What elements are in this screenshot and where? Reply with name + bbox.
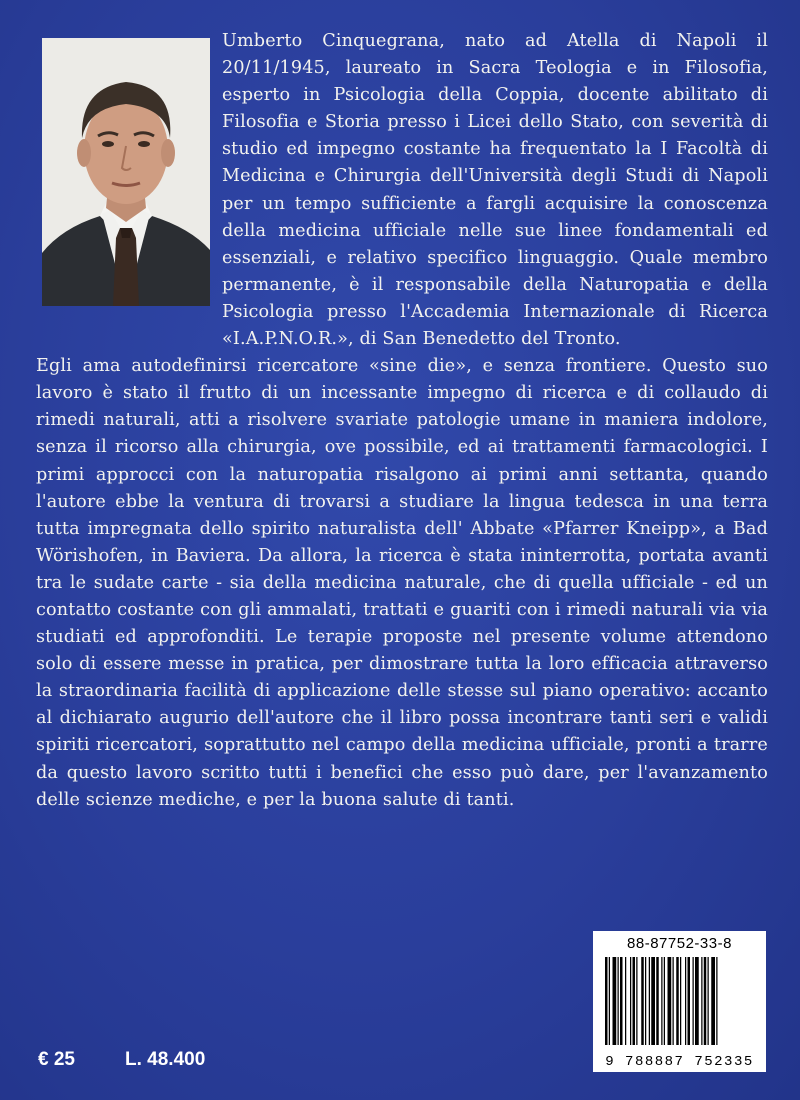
barcode-bar — [645, 957, 646, 1045]
author-biography — [36, 28, 768, 814]
barcode-bar — [708, 957, 709, 1045]
barcode-bar — [693, 957, 694, 1045]
barcode-bar — [704, 957, 707, 1045]
barcode-bar — [711, 957, 715, 1045]
barcode-bar — [656, 957, 659, 1045]
isbn-number: 88-87752-33-8 — [627, 935, 732, 952]
barcode-bar — [716, 957, 717, 1045]
barcode-bar — [609, 957, 610, 1045]
barcode-bar — [701, 957, 702, 1045]
barcode-bar — [641, 957, 644, 1045]
barcode-bar — [651, 957, 655, 1045]
barcode-bar — [695, 957, 699, 1045]
barcode-bar — [620, 957, 623, 1045]
isbn-barcode — [593, 931, 766, 1072]
barcode-bar — [685, 957, 686, 1045]
barcode-bar — [680, 957, 681, 1045]
barcode-bars — [605, 957, 754, 1045]
barcode-bar — [661, 957, 662, 1045]
barcode-bar — [664, 957, 665, 1045]
barcode-bar — [673, 957, 674, 1045]
barcode-bar — [636, 957, 637, 1045]
bio-paragraph-1: Umberto Cinquegrana, nato ad Atella di Napoli il 20/11/1945, laureato in Sacra Teologia e in Filosofia, esperto in Psicologia della Coppia, docente abilitato di Filosofia e Storia presso i Licei dello Stato, con severità di studio ed impegno costante ha frequentato la I Facoltà di Medicina e Chirurgia dell'Università degli Studi di Napoli per un tempo sufficiente a fargli acquisire la conoscenza della medicina ufficiale nelle sue linee fondamentali ed essenziali, e relativo specifico linguaggio. Quale membro permanente, è il responsabile della Naturopatia e della Psicologia presso l'Accademia Internazionale di Ricerca «I.A.P.N.O.R.», di San Benedetto del Tronto. — [222, 31, 768, 350]
barcode-bar — [668, 957, 672, 1045]
barcode-bar — [649, 957, 650, 1045]
barcode-bar — [618, 957, 619, 1045]
barcode-bar — [633, 957, 636, 1045]
barcode-bar — [630, 957, 631, 1045]
price-lire: L. 48.400 — [125, 1049, 206, 1070]
ean-number: 9 788887 752335 — [605, 1054, 754, 1070]
price-euro: € 25 — [38, 1049, 75, 1070]
barcode-bar — [613, 957, 617, 1045]
barcode-bar — [688, 957, 691, 1045]
barcode-bar — [625, 957, 626, 1045]
photo-spacer — [36, 28, 222, 332]
barcode-bar — [605, 957, 608, 1045]
bio-paragraph-2: Egli ama autodefinirsi ricercatore «sine die», e senza frontiere. Questo suo lavoro è stato il frutto di un incessante impegno di ricerca e di collaudo di rimedi naturali, atti a risolvere svariate patologie umane in maniera indolore, senza il ricorso alla chirurgia, ove possibile, ed ai trattamenti farmacologici. I primi approcci con la naturopatia risalgono ai primi anni settanta, quando l'autore ebbe la ventura di trovarsi a studiare la lingua tedesca in una terra tutta impregnata dello spirito naturalista dell' Abbate «Pfarrer Kneipp», a Bad Wörishofen, in Baviera. Da allora, la ricerca è stata ininterrotta, portata avanti tra le sudate carte - sia della medicina naturale, che di quella ufficiale - ed un contatto costante con gli ammalati, trattati e guariti con i rimedi naturali via via studiati ed approfonditi. Le terapie proposte nel presente volume attendono solo di essere messe in pratica, per dimostrare tutta la loro efficacia attraverso la straordinaria facilità di applicazione delle stesse sul piano operativo: accanto al dichiarato augurio dell'autore che il libro possa incontrare tanti seri e validi spiriti ricercatori, soprattutto nel campo della medicina ufficiale, pronti a trarre da questo lavoro scritto tutti i benefici che esso può dare, per l'avanzamento delle scienze mediche, e per la buona salute di tanti. — [36, 356, 768, 810]
barcode-bar — [676, 957, 679, 1045]
